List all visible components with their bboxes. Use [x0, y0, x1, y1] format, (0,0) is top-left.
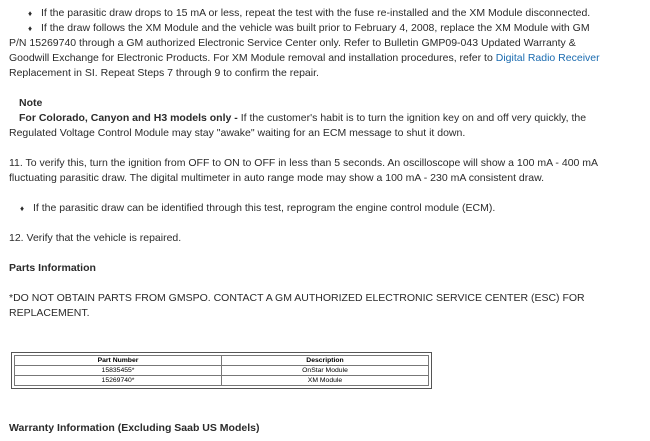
cell-description: XM Module — [222, 376, 429, 386]
bullet-text-line: Replacement in SI. Repeat Steps 7 through 9 to confirm the repair. — [9, 67, 319, 79]
note-text: If the customer's habit is to turn the ignition key on and off very quickly, the — [237, 112, 587, 124]
step-12: 12. Verify that the vehicle is repaired. — [9, 232, 182, 244]
table-row — [15, 366, 429, 376]
bullet-marker: ♦ — [20, 204, 25, 213]
bullet-text-line: P/N 15269740 through a GM authorized Electronic Service Center only. Refer to Bulletin GMP09-043 Updated Warranty & — [9, 37, 576, 49]
bullet-text: If the parasitic draw can be identified through this test, reprogram the engine control module (ECM). — [33, 202, 496, 214]
bullet-text-line — [9, 51, 600, 66]
digital-radio-receiver-link[interactable]: Digital Radio Receiver — [495, 52, 600, 64]
column-header-description: Description — [222, 356, 429, 366]
note-title: Note — [19, 97, 43, 109]
step-11-line: 11. To verify this, turn the ignition from OFF to ON to OFF in less than 5 seconds. An oscilloscope will show a 100 mA - 400 mA — [9, 157, 599, 169]
column-header-part-number: Part Number — [15, 356, 222, 366]
bullet-text-line: If the draw follows the XM Module and the vehicle was built prior to February 4, 2008, replace the XM Module with GM — [41, 22, 590, 34]
bullet-marker: ♦ — [28, 24, 33, 33]
bullet-marker: ♦ — [28, 9, 33, 18]
note-line — [19, 111, 586, 126]
note-bold-lead: For Colorado, Canyon and H3 models only - — [19, 112, 238, 124]
parts-notice-line: REPLACEMENT. — [9, 307, 90, 319]
parts-table-grid — [14, 355, 429, 386]
table-row — [15, 376, 429, 386]
cell-description: OnStar Module — [222, 366, 429, 376]
cell-part-number: 15269740* — [15, 376, 222, 386]
bullet-text: If the parasitic draw drops to 15 mA or less, repeat the test with the fuse re-installed and the XM Module disconnected. — [41, 7, 591, 19]
cell-part-number: 15835455* — [15, 366, 222, 376]
parts-information-heading: Parts Information — [9, 262, 96, 274]
step-11-line: fluctuating parasitic draw. The digital multimeter in auto range mode may show a 100 mA - 230 mA consistent draw. — [9, 172, 544, 184]
parts-notice-line: *DO NOT OBTAIN PARTS FROM GMSPO. CONTACT A GM AUTHORIZED ELECTRONIC SERVICE CENTER (ESC) FOR — [9, 292, 585, 304]
table-header-row — [15, 356, 429, 366]
warranty-information-heading: Warranty Information (Excluding Saab US Models) — [9, 422, 260, 434]
parts-table — [11, 352, 432, 389]
note-line: Regulated Voltage Control Module may stay "awake" waiting for an ECM message to shut it down. — [9, 127, 466, 139]
bullet-text-segment: Goodwill Exchange for Electronic Products. For XM Module removal and installation procedures, refer to — [9, 52, 496, 64]
